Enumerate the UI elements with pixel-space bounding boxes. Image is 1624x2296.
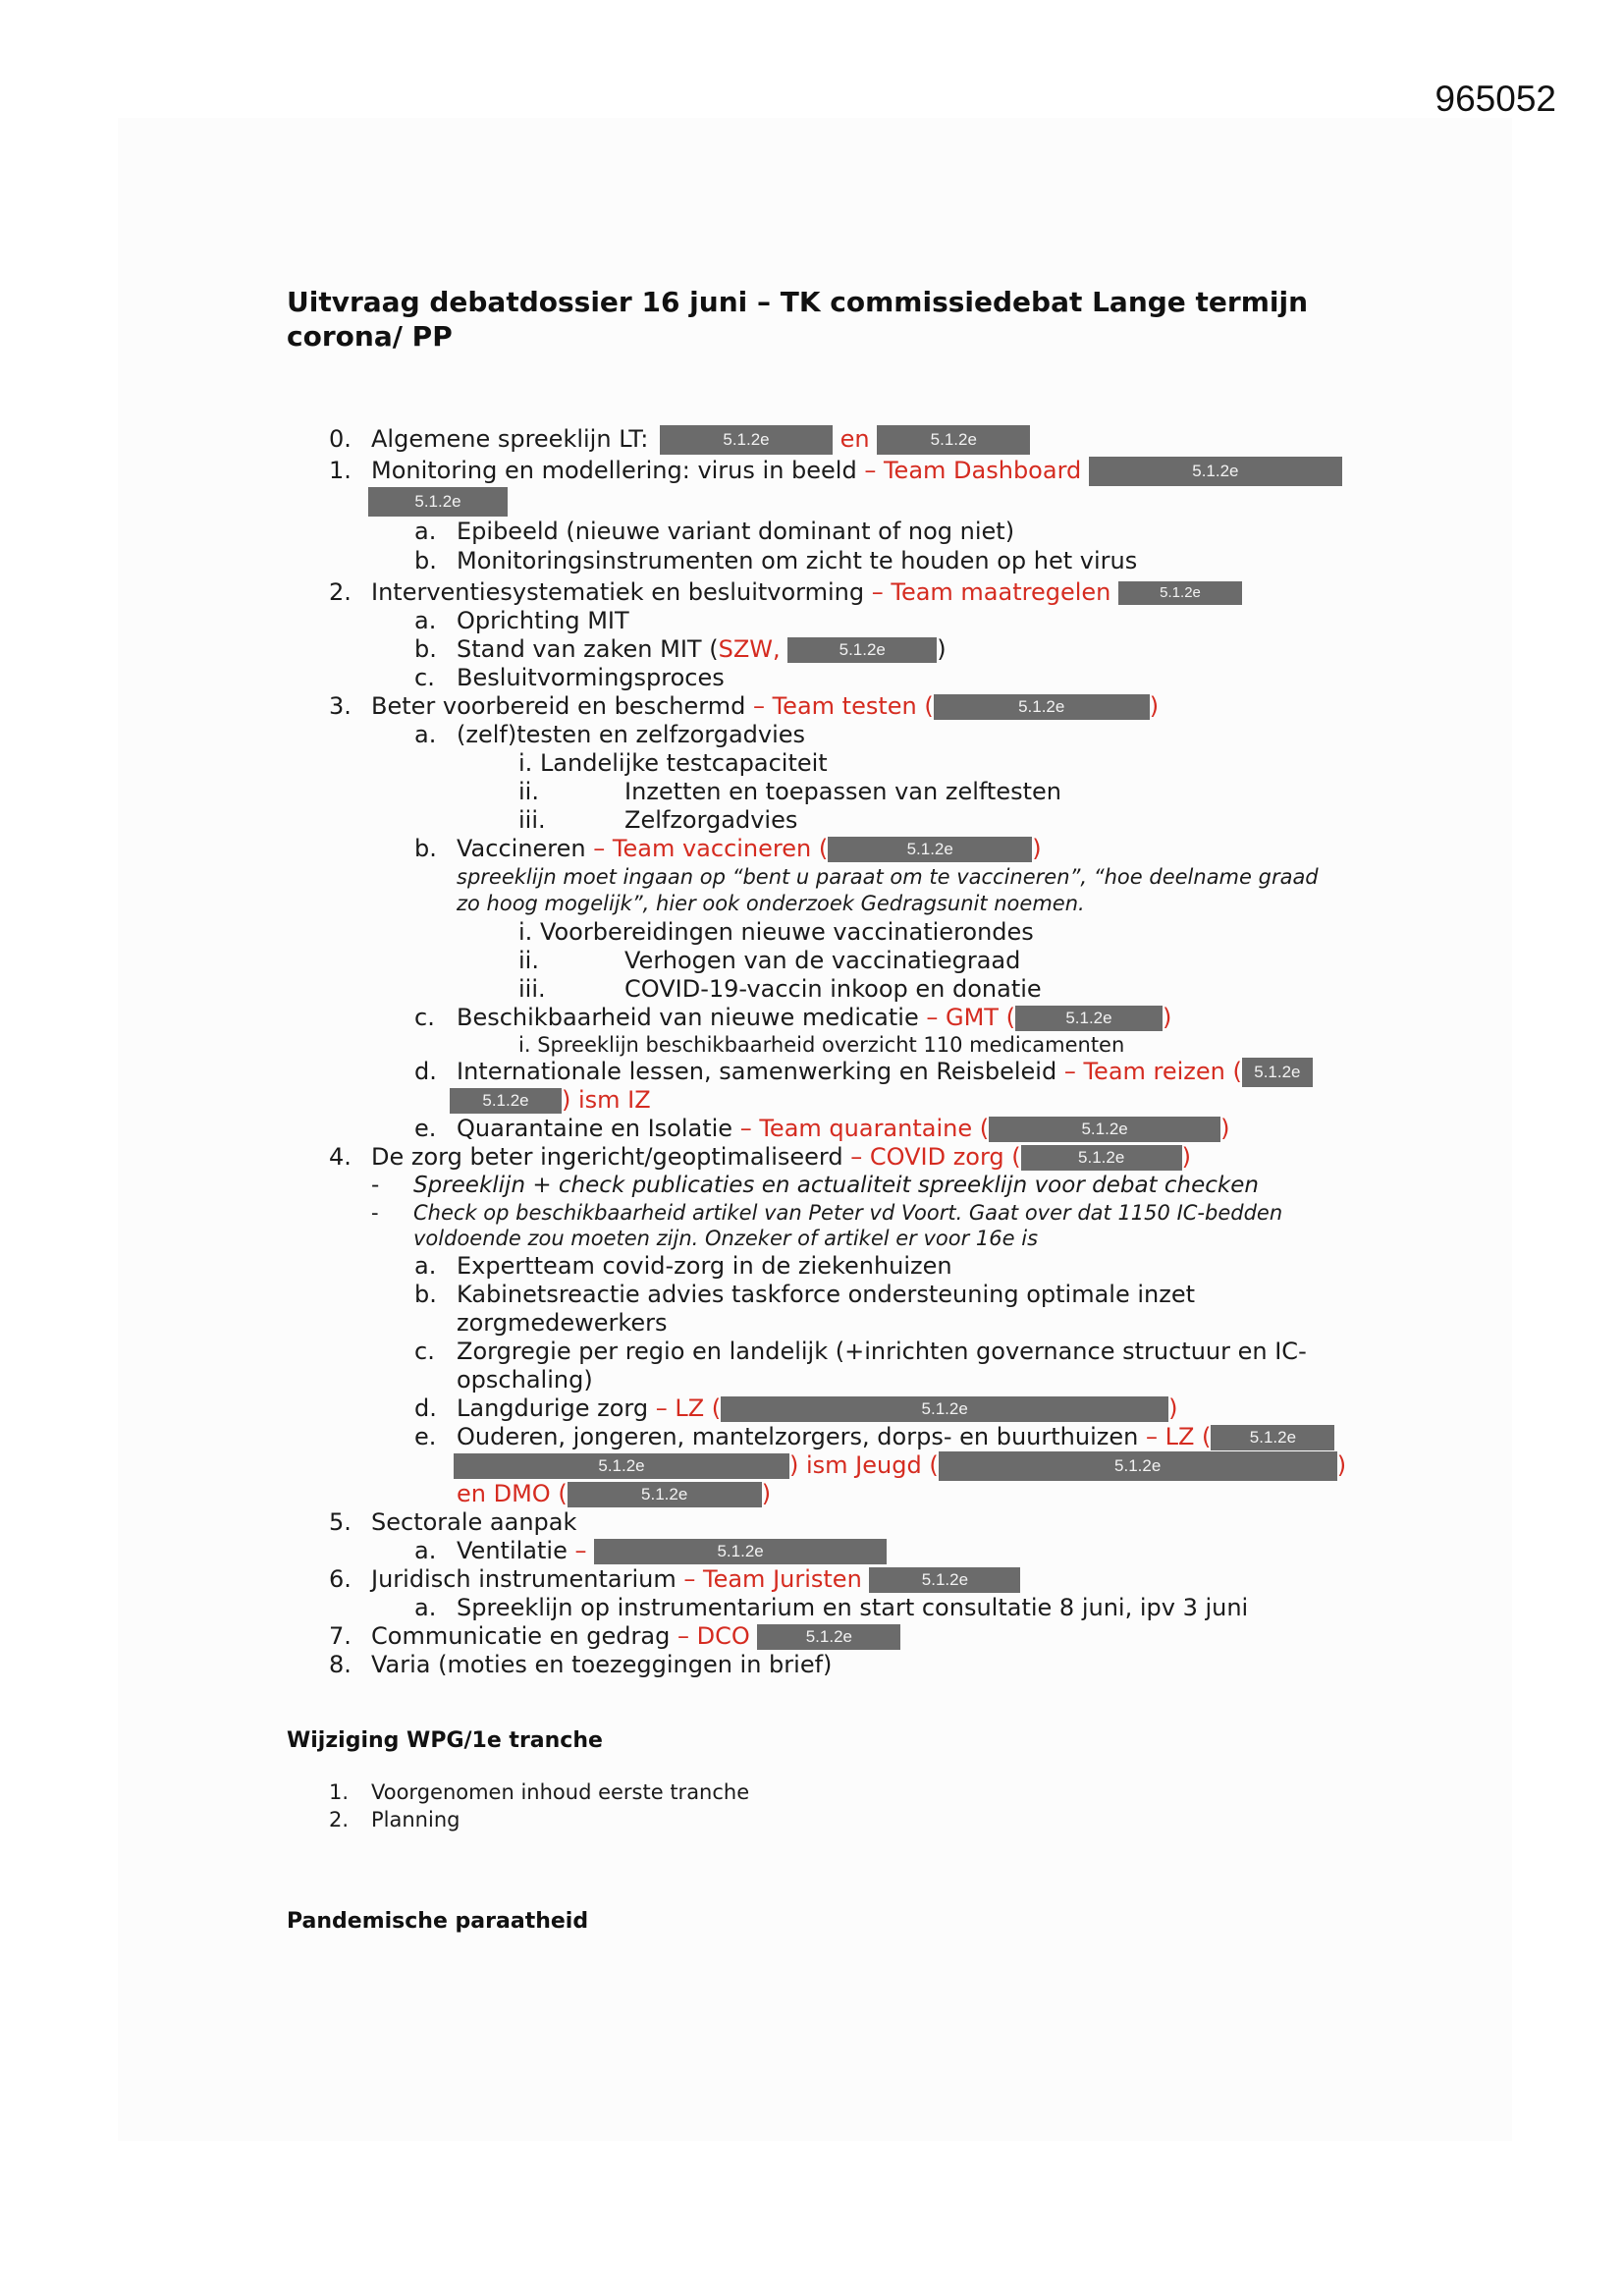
list-item-4: 4. De zorg beter ingericht/geoptimaliseerd – COVID zorg ( 5.1.2e ) (329, 1143, 1192, 1171)
redaction-box: 5.1.2e (757, 1624, 900, 1650)
redaction-box: 5.1.2e (1021, 1145, 1182, 1171)
redaction-box: 5.1.2e (1211, 1425, 1334, 1450)
section-heading-wpg: Wijziging WPG/1e tranche (287, 1728, 603, 1753)
section-heading-pandemische: Pandemische paraatheid (287, 1909, 589, 1934)
list-item-3e: e. Quarantaine en Isolatie – Team quarantaine ( 5.1.2e ) (414, 1115, 1230, 1142)
redaction-box: 5.1.2e (939, 1451, 1337, 1481)
title-line-1: Uitvraag debatdossier 16 juni – TK commissiedebat Lange termijn (287, 286, 1309, 318)
list-item-4c: c. Zorgregie per regio en landelijk (+inrichten governance structuur en IC- (414, 1338, 1307, 1365)
redaction-box: 5.1.2e (934, 694, 1150, 720)
redaction-box: 5.1.2e (1015, 1006, 1163, 1031)
title-line-2: corona/ PP (287, 320, 453, 353)
redaction-box: 5.1.2e (368, 487, 508, 517)
list-item-3a: a. (zelf)testen en zelfzorgadvies (414, 721, 806, 748)
list-item-3: 3. Beter voorbereid en beschermd – Team testen ( 5.1.2e ) (329, 692, 1160, 720)
list-item-5: 5. Sectorale aanpak (329, 1508, 577, 1536)
list-item-3a-iii: iii. Zelfzorgadvies (518, 806, 798, 834)
redaction-box: 5.1.2e (568, 1482, 762, 1507)
list-item-4e-cont: 5.1.2e ) ism Jeugd ( 5.1.2e ) (454, 1451, 1346, 1481)
redaction-box: 5.1.2e (594, 1539, 887, 1564)
bullet-item-2-cont: voldoende zou moeten zijn. Onzeker of artikel er voor 16e is (413, 1227, 1039, 1250)
list-item-3a-i: i. Landelijke testcapaciteit (518, 749, 828, 777)
redaction-box: 5.1.2e (828, 837, 1032, 862)
list-item-3b-iii: iii. COVID-19-vaccin inkoop en donatie (518, 975, 1042, 1003)
redaction-box: 5.1.2e (989, 1117, 1220, 1142)
note-line-1: spreeklijn moet ingaan op “bent u paraat om te vaccineren”, “hoe deelname graad (457, 865, 1319, 889)
redaction-box: 5.1.2e (721, 1396, 1168, 1422)
document-number: 965052 (1435, 79, 1556, 119)
list-item-3a-ii: ii. Inzetten en toepassen van zelftesten (518, 778, 1061, 805)
list-item-1b: b. Monitoringsinstrumenten om zicht te houden op het virus (414, 547, 1138, 574)
list-item-1a: a. Epibeeld (nieuwe variant dominant of nog niet) (414, 518, 1015, 545)
redaction-box: 5.1.2e (787, 637, 937, 663)
list-item-2c: c. Besluitvormingsproces (414, 664, 725, 691)
list-item-2: 2. Interventiesystematiek en besluitvorming – Team maatregelen 5.1.2e (329, 578, 1242, 607)
redaction-box: 5.1.2e (660, 425, 833, 455)
list-item-4e: e. Ouderen, jongeren, mantelzorgers, dorps- en buurthuizen – LZ ( 5.1.2e (414, 1423, 1334, 1451)
list-item-3b-i: i. Voorbereidingen nieuwe vaccinatierondes (518, 918, 1034, 946)
list-item-6a: a. Spreeklijn op instrumentarium en start consultatie 8 juni, ipv 3 juni (414, 1594, 1249, 1621)
list-item-3c: c. Beschikbaarheid van nieuwe medicatie – GMT ( 5.1.2e ) (414, 1004, 1172, 1031)
list-item-3d-cont: 5.1.2e ) ism IZ (450, 1086, 651, 1115)
redaction-box: 5.1.2e (869, 1567, 1020, 1593)
list-item-4b: b. Kabinetsreactie advies taskforce ondersteuning optimale inzet (414, 1281, 1195, 1308)
list-item-0: 0. Algemene spreeklijn LT: 5.1.2e en 5.1.2e (329, 425, 1030, 455)
list-item-8: 8. Varia (moties en toezeggingen in brief) (329, 1651, 833, 1678)
list-item-3b-ii: ii. Verhogen van de vaccinatiegraad (518, 947, 1021, 974)
list-item-3c-i: i. Spreeklijn beschikbaarheid overzicht 110 medicamenten (518, 1033, 1125, 1057)
list-item-4d: d. Langdurige zorg – LZ ( 5.1.2e ) (414, 1394, 1178, 1422)
bullet-item-2: - Check op beschikbaarheid artikel van Peter vd Voort. Gaat over dat 1150 IC-bedden (371, 1201, 1283, 1225)
redaction-box: 5.1.2e (877, 425, 1030, 455)
document-title (287, 285, 1367, 354)
redaction-box: 5.1.2e (1089, 457, 1342, 486)
list-item-2b: b. Stand van zaken MIT (SZW, 5.1.2e ) (414, 635, 947, 663)
list-item-5a: a. Ventilatie – 5.1.2e (414, 1537, 887, 1565)
list-item-4a: a. Expertteam covid-zorg in de ziekenhuizen (414, 1252, 952, 1280)
list-item-3d: d. Internationale lessen, samenwerking en Reisbeleid – Team reizen ( 5.1.2e (414, 1058, 1313, 1087)
redaction-box: 5.1.2e (454, 1453, 789, 1479)
list-item-4c-cont: opschaling) (457, 1366, 593, 1394)
redaction-box: 5.1.2e (1242, 1058, 1313, 1087)
list-item-1: 1. Monitoring en modellering: virus in beeld – Team Dashboard 5.1.2e (329, 457, 1342, 486)
list-item-4b-cont: zorgmedewerkers (457, 1309, 668, 1337)
section2-item-1: 1. Voorgenomen inhoud eerste tranche (329, 1780, 750, 1804)
section2-item-2: 2. Planning (329, 1808, 460, 1831)
list-item-6: 6. Juridisch instrumentarium – Team Juristen 5.1.2e (329, 1565, 1020, 1594)
redaction-box: 5.1.2e (1118, 581, 1242, 605)
redaction-box: 5.1.2e (450, 1088, 562, 1114)
list-item-3b: b. Vaccineren – Team vaccineren ( 5.1.2e ) (414, 835, 1042, 862)
note-line-2: zo hoog mogelijk”, hier ook onderzoek Gedragsunit noemen. (457, 892, 1085, 915)
list-item-7: 7. Communicatie en gedrag – DCO 5.1.2e (329, 1622, 900, 1651)
list-item-2a: a. Oprichting MIT (414, 607, 629, 634)
bullet-item-1: - Spreeklijn + check publicaties en actualiteit spreeklijn voor debat checken (371, 1173, 1259, 1198)
list-item-1-cont (368, 487, 508, 517)
list-item-4e-dmo: en DMO ( 5.1.2e ) (457, 1480, 772, 1507)
